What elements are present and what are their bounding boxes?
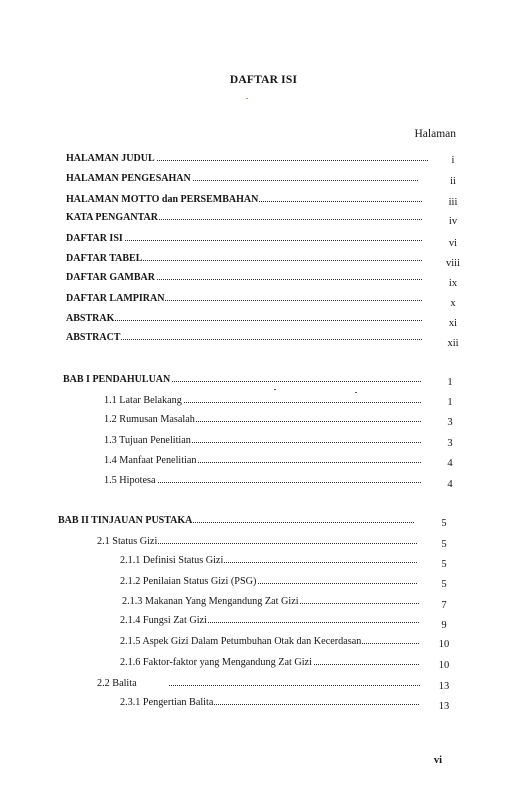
section-entry-page: 5: [441, 539, 447, 550]
scan-speck: [355, 392, 357, 393]
toc-entry-page: iii: [448, 197, 458, 208]
toc-entry-label: DAFTAR ISI: [66, 233, 123, 244]
section-entry: [104, 474, 421, 488]
toc-entry-label: ABSTRACT: [66, 332, 121, 343]
section-entry-label: 2.1.6 Faktor-faktor yang Mengandung Zat Gizi: [120, 657, 312, 668]
section-entry-page: 13: [438, 681, 450, 692]
section-entry-page: 5: [441, 559, 447, 570]
section-entry-label: 1.5 Hipotesa: [104, 475, 156, 486]
section-entry-page: 4: [447, 479, 453, 490]
page-title: DAFTAR ISI: [229, 74, 298, 86]
section-entry: [120, 554, 417, 568]
toc-entry-page: iv: [448, 216, 458, 227]
toc-entry: [66, 152, 428, 166]
section-entry-label: 2.3.1 Pengertian Balita: [120, 697, 214, 708]
section-entry: [104, 413, 421, 427]
section-entry-label: 1.3 Tujuan Penelitian: [104, 435, 191, 446]
chapter-heading: [58, 514, 414, 528]
section-entry-page: 5: [441, 579, 447, 590]
section-entry-page: 10: [438, 660, 450, 671]
toc-entry-label: HALAMAN PENGESAHAN: [66, 173, 191, 184]
section-entry: [120, 614, 419, 628]
toc-entry-page: i: [451, 155, 455, 166]
section-entry-page: 3: [447, 438, 453, 449]
page-column-header: Halaman: [414, 128, 456, 140]
section-entry-label: 1.2 Rumusan Masalah: [104, 414, 195, 425]
toc-entry: [66, 193, 422, 207]
section-entry-page: 1: [447, 397, 453, 408]
section-entry-label: 2.1.4 Fungsi Zat Gizi: [120, 615, 207, 626]
chapter-heading-label: BAB II TINJAUAN PUSTAKA: [58, 515, 193, 526]
toc-entry-label: HALAMAN MOTTO dan PERSEMBAHAN: [66, 194, 259, 205]
toc-entry: [66, 271, 422, 285]
chapter-heading-page: 1: [447, 377, 453, 388]
section-entry-page: 9: [441, 620, 447, 631]
section-entry-page: 7: [441, 600, 447, 611]
chapter-heading-label: BAB I PENDAHULUAN: [63, 374, 171, 385]
chapter-heading: [63, 373, 421, 387]
toc-entry: [66, 312, 422, 326]
section-entry-page: 4: [447, 458, 453, 469]
toc-entry-page: ii: [450, 176, 456, 187]
toc-entry-label: DAFTAR TABEL: [66, 253, 143, 264]
section-entry-label: 2.1 Status Gizi: [97, 536, 158, 547]
section-entry-label: 1.1 Latar Belakang: [104, 395, 182, 406]
dot-leader: [169, 685, 420, 686]
section-entry: [120, 696, 419, 710]
section-entry-label: 2.1.5 Aspek Gizi Dalam Petumbuhan Otak dan Kecerdasan: [120, 636, 362, 647]
page-number: vi: [433, 755, 442, 766]
section-entry-page: 3: [447, 417, 453, 428]
section-entry: [120, 575, 417, 589]
toc-entry-page: xii: [447, 338, 459, 349]
scan-speck: [246, 98, 248, 99]
section-entry: [120, 656, 419, 670]
toc-entry-label: DAFTAR GAMBAR: [66, 272, 155, 283]
section-entry: [104, 454, 421, 468]
section-entry-page: 13: [438, 701, 450, 712]
section-entry: [122, 595, 419, 609]
toc-entry: [66, 331, 422, 345]
toc-entry: [66, 252, 422, 266]
section-entry: [104, 434, 421, 448]
toc-entry-page: xi: [448, 318, 458, 329]
toc-entry-page: viii: [445, 258, 460, 269]
toc-entry-label: ABSTRAK: [66, 313, 115, 324]
toc-entry: [66, 172, 418, 186]
toc-entry: [66, 232, 422, 246]
section-entry-label: 1.4 Manfaat Penelitian: [104, 455, 197, 466]
section-entry-label: 2.1.2 Penilaian Status Gizi (PSG): [120, 576, 257, 587]
toc-entry-page: ix: [448, 278, 458, 289]
section-entry: [120, 635, 419, 649]
toc-entry-label: DAFTAR LAMPIRAN: [66, 293, 165, 304]
scan-speck: [274, 389, 276, 390]
section-entry-page: 10: [438, 639, 450, 650]
section-entry-label: 2.1.3 Makanan Yang Mengandung Zat Gizi: [122, 596, 299, 607]
section-entry: [97, 677, 420, 691]
toc-entry: [66, 292, 422, 306]
toc-entry-page: x: [450, 298, 456, 309]
section-entry: [97, 535, 417, 549]
toc-entry-page: vi: [448, 238, 458, 249]
dot-leader: [66, 320, 422, 321]
toc-entry-label: HALAMAN JUDUL: [66, 153, 155, 164]
toc-entry-label: KATA PENGANTAR: [66, 212, 158, 223]
toc-entry: [66, 211, 422, 225]
section-entry-label: 2.1.1 Definisi Status Gizi: [120, 555, 224, 566]
section-entry: [104, 394, 421, 408]
chapter-heading-page: 5: [441, 518, 447, 529]
section-entry-label: 2.2 Balita: [97, 678, 137, 689]
